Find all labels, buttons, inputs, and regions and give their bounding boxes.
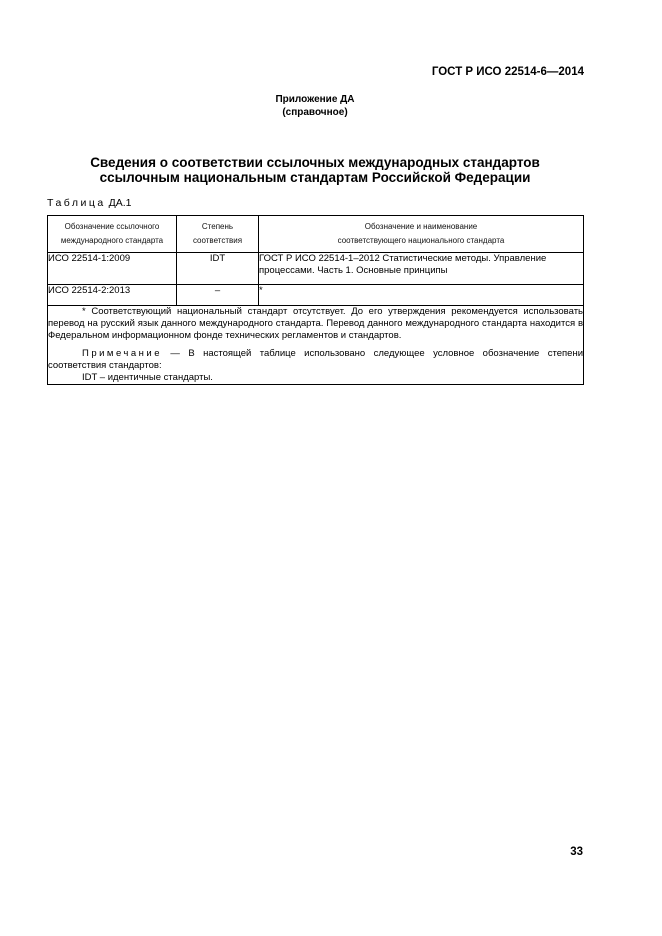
section-title — [0, 155, 630, 185]
table-header-row — [48, 216, 584, 253]
table-footnote: * Соответствующий национальный стандарт отсутствует. До его утверждения рекомендуется использовать перевод на русский язык данного международного стандарта. Перевод данного международного стандарта находится в Федеральном информационном фонде технических регламентов и стандартов. — [48, 306, 583, 341]
header-national-standard — [259, 216, 584, 253]
note-label: Примечание — [82, 348, 162, 359]
cell-intl-standard: ИСО 22514-2:2013 — [48, 285, 177, 306]
page-number: 33 — [570, 846, 583, 858]
correspondence-table — [47, 215, 584, 385]
cell-degree: – — [177, 285, 259, 306]
header-intl-line-2: международного стандарта — [60, 236, 164, 245]
table-row — [48, 253, 584, 285]
table-caption-word: Таблица — [47, 197, 106, 209]
section-title-line-1: Сведения о соответствии ссылочных международных стандартов — [90, 155, 540, 170]
header-degree — [177, 216, 259, 253]
table-notes-row — [48, 306, 584, 385]
table-caption-number: ДА.1 — [105, 197, 132, 209]
table-row — [48, 285, 584, 306]
header-national-line-2: соответствующего национального стандарта — [337, 236, 505, 245]
table-note — [48, 348, 583, 372]
note-text: — В настоящей таблице использовано следующее условное обозначение степени соответствия стандартов: — [48, 348, 583, 371]
cell-national-standard: ГОСТ Р ИСО 22514-1–2012 Статистические методы. Управление процессами. Часть 1. Основные принципы — [259, 253, 584, 285]
section-title-line-2: ссылочным национальным стандартам Российской Федерации — [99, 170, 531, 185]
appendix-title: Приложение ДА — [275, 94, 355, 105]
header-degree-line-2: соответствия — [192, 236, 243, 245]
header-intl-line-1: Обозначение ссылочного — [64, 222, 160, 231]
cell-intl-standard: ИСО 22514-1:2009 — [48, 253, 177, 285]
table-notes-cell — [48, 306, 584, 385]
cell-degree: IDT — [177, 253, 259, 285]
header-national-line-1: Обозначение и наименование — [364, 222, 478, 231]
appendix-subtitle: (справочное) — [282, 107, 348, 118]
table-caption — [47, 197, 131, 209]
header-intl-standard — [48, 216, 177, 253]
cell-national-standard: * — [259, 285, 584, 306]
note-item: IDT – идентичные стандарты. — [82, 372, 213, 383]
appendix-heading — [0, 93, 630, 119]
header-degree-line-1: Степень — [201, 222, 234, 231]
document-code: ГОСТ Р ИСО 22514-6—2014 — [431, 66, 584, 78]
